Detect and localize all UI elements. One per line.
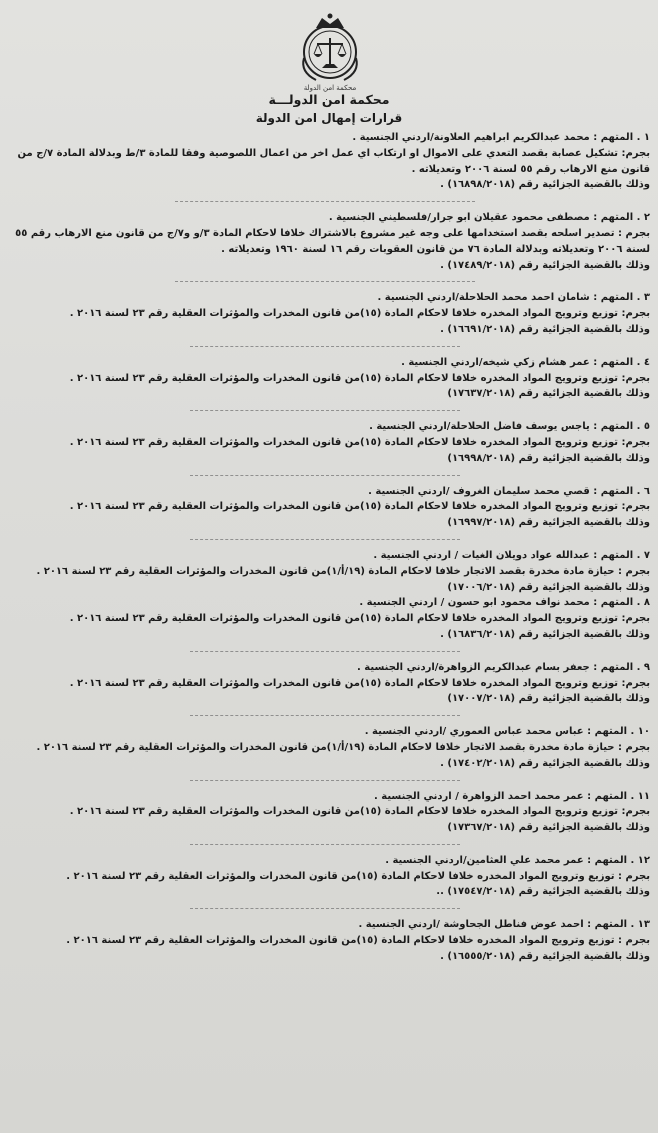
case-reference: وذلك بالقضية الجزائية رقم (١٧٥٤٧/٢٠١٨) .. — [436, 886, 650, 898]
case-item — [0, 130, 650, 193]
case-crime: بجرم: توزيع وترويج المواد المخدره خلافا لاحكام المادة (١٥)من قانون المخدرات والمؤثرات العقلية رقم ٢٣ لسنة ٢٠١٦ . — [69, 372, 650, 384]
case-accused: ٥ . المتهم : ياجس يوسف فاضل الحلاحلة/اردني الجنسية . — [369, 421, 650, 433]
separator — [175, 281, 475, 282]
case-reference: وذلك بالقضية الجزائية رقم (١٦٨٩٨/٢٠١٨) . — [440, 179, 650, 191]
case-reference: وذلك بالقضية الجزائية رقم (١٧٤٨٩/٢٠١٨) . — [440, 259, 650, 271]
case-item — [0, 595, 650, 642]
court-name: محكمة امن الدولـــة — [268, 92, 390, 107]
case-crime: بجرم : حيازة مادة مخدرة بقصد الاتجار خلافا لاحكام المادة (١٩/أ/١)من قانون المخدرات والمؤثرات العقلية رقم ٢٣ لسنة ٢٠١٦ . — [36, 741, 650, 753]
court-emblem-icon — [290, 8, 370, 88]
separator — [190, 908, 460, 909]
case-accused: ٩ . المتهم : جعفر بسام عبدالكريم الزواهرة/اردني الجنسية . — [357, 661, 650, 673]
case-reference: وذلك بالقضية الجزائية رقم (١٦٥٥٥/٢٠١٨) . — [440, 950, 650, 962]
case-item — [0, 210, 650, 273]
case-crime: بجرم : توزيع وترويج المواد المخدره خلافا لاحكام المادة (١٥)من قانون المخدرات والمؤثرات العقلية رقم ٢٣ لسنة ٢٠١٦ . — [66, 935, 650, 947]
case-crime: بجرم: توزيع وترويج المواد المخدره خلافا لاحكام المادة (١٥)من قانون المخدرات والمؤثرات العقلية رقم ٢٣ لسنة ٢٠١٦ . — [69, 677, 650, 689]
decisions-title: قرارات إمهال امن الدولة — [255, 111, 403, 125]
separator — [190, 715, 460, 716]
case-reference: وذلك بالقضية الجزائية رقم (١٦٩٩٧/٢٠١٨) — [447, 517, 650, 529]
case-list — [0, 130, 650, 965]
case-crime: بجرم : تصدير اسلحه بقصد استخدامها على وجه غير مشروع بالاشتراك خلافا لاحكام المادة ٣/و و٧/ج من قانون منع الارهاب رقم ٥٥ لسنة ٢٠٠٦ وتعديلاته وبدلالة المادة ٧٦ من قانون العقوبات رقم ١٦ لسنة ١٩٦٠ وتعديلاته . — [15, 227, 650, 255]
case-crime: بجرم: توزيع وترويج المواد المخدره خلافا لاحكام المادة (١٥)من قانون المخدرات والمؤثرات العقلية رقم ٢٣ لسنة ٢٠١٦ . — [69, 806, 650, 818]
case-item — [0, 484, 650, 531]
separator — [190, 475, 460, 476]
case-crime: بجرم: توزيع وترويج المواد المخدره خلافا لاحكام المادة (١٥)من قانون المخدرات والمؤثرات العقلية رقم ٢٣ لسنة ٢٠١٦ . — [69, 501, 650, 513]
case-accused: ١١ . المتهم : عمر محمد احمد الزواهرة / اردني الجنسية . — [373, 790, 650, 802]
separator — [190, 651, 460, 652]
case-crime: بجرم: تشكيل عصابة بقصد التعدي على الاموال او ارتكاب اي عمل اخر من اعمال اللصوصية وفقا للمادة ٣/ط وبدلالة المادة ٧/ج من قانون منع الارهاب رقم ٥٥ لسنة ٢٠٠٦ وتعديلاته . — [17, 147, 650, 175]
case-reference: وذلك بالقضية الجزائية رقم (١٧٦٣٧/٢٠١٨) — [447, 388, 650, 400]
case-item — [0, 355, 650, 402]
case-crime: بجرم: توزيع وترويج المواد المخدره خلافا لاحكام المادة (١٥)من قانون المخدرات والمؤثرات العقلية رقم ٢٣ لسنة ٢٠١٦ . — [69, 436, 650, 448]
case-accused: ١ . المتهم : محمد عبدالكريم ابراهيم العلاونة/اردني الجنسية . — [352, 132, 650, 143]
case-accused: ١٢ . المتهم : عمر محمد علي العثامين/اردني الجنسية . — [385, 854, 650, 866]
case-accused: ٢ . المتهم : مصطفى محمود عقيلان ابو جرار/فلسطيني الجنسية . — [328, 212, 650, 224]
case-item — [0, 917, 650, 964]
case-item — [0, 660, 650, 707]
case-accused: ٣ . المتهم : شامان احمد محمد الحلاحلة/اردني الجنسية . — [377, 292, 650, 304]
separator — [190, 844, 460, 845]
case-item — [0, 548, 650, 595]
case-reference: وذلك بالقضية الجزائية رقم (١٦٨٣٦/٢٠١٨) . — [440, 628, 650, 640]
case-item — [0, 724, 650, 771]
case-accused: ٧ . المتهم : عبدالله عواد دويلان الغيات / اردني الجنسية . — [373, 549, 650, 561]
case-accused: ٤ . المتهم : عمر هشام زكي شيخه/اردني الجنسية . — [401, 356, 650, 368]
case-item — [0, 853, 650, 900]
case-accused: ٦ . المتهم : قصي محمد سليمان الغروف /اردني الجنسية . — [368, 485, 650, 497]
case-accused: ١٠ . المتهم : عباس محمد عباس العموري /اردني الجنسية . — [364, 726, 650, 738]
case-item — [0, 419, 650, 466]
case-item — [0, 789, 650, 836]
separator — [190, 780, 460, 781]
case-reference: وذلك بالقضية الجزائية رقم (١٦٩٩٨/٢٠١٨) — [447, 452, 650, 464]
case-accused: ١٣ . المتهم : احمد عوض فناطل الجحاوشة /اردني الجنسية . — [358, 919, 650, 931]
separator — [190, 410, 460, 411]
separator — [175, 201, 475, 202]
separator — [190, 346, 460, 347]
case-reference: وذلك بالقضية الجزائية رقم (١٧٤٠٢/٢٠١٨) . — [440, 757, 650, 769]
case-crime: بجرم: توزيع وترويج المواد المخدره خلافا لاحكام المادة (١٥)من قانون المخدرات والمؤثرات العقلية رقم ٢٣ لسنة ٢٠١٦ . — [69, 308, 650, 320]
case-reference: وذلك بالقضية الجزائية رقم (١٦٦٩١/٢٠١٨) . — [440, 323, 650, 335]
case-crime: بجرم : توزيع وترويج المواد المخدره خلافا لاحكام المادة (١٥)من قانون المخدرات والمؤثرات العقلية رقم ٢٣ لسنة ٢٠١٦ . — [66, 870, 650, 882]
case-crime: بجرم : حيازة مادة مخدرة بقصد الاتجار خلافا لاحكام المادة (١٩/أ/١)من قانون المخدرات والمؤثرات العقلية رقم ٢٣ لسنة ٢٠١٦ . — [36, 565, 650, 577]
case-reference: وذلك بالقضية الجزائية رقم (١٧٠٠٦/٢٠١٨) — [447, 581, 650, 593]
case-crime: بجرم: توزيع وترويج المواد المخدره خلافا لاحكام المادة (١٥)من قانون المخدرات والمؤثرات العقلية رقم ٢٣ لسنة ٢٠١٦ . — [69, 613, 650, 625]
case-reference: وذلك بالقضية الجزائية رقم (١٧٣٦٧/٢٠١٨) — [447, 822, 650, 834]
case-item — [0, 290, 650, 337]
case-reference: وذلك بالقضية الجزائية رقم (١٧٠٠٧/٢٠١٨) — [447, 693, 650, 705]
emblem-caption: محكمة امن الدولة — [303, 84, 357, 92]
separator — [190, 539, 460, 540]
case-accused: ٨ . المتهم : محمد نواف محمود ابو حسون / اردني الجنسية . — [359, 597, 650, 609]
